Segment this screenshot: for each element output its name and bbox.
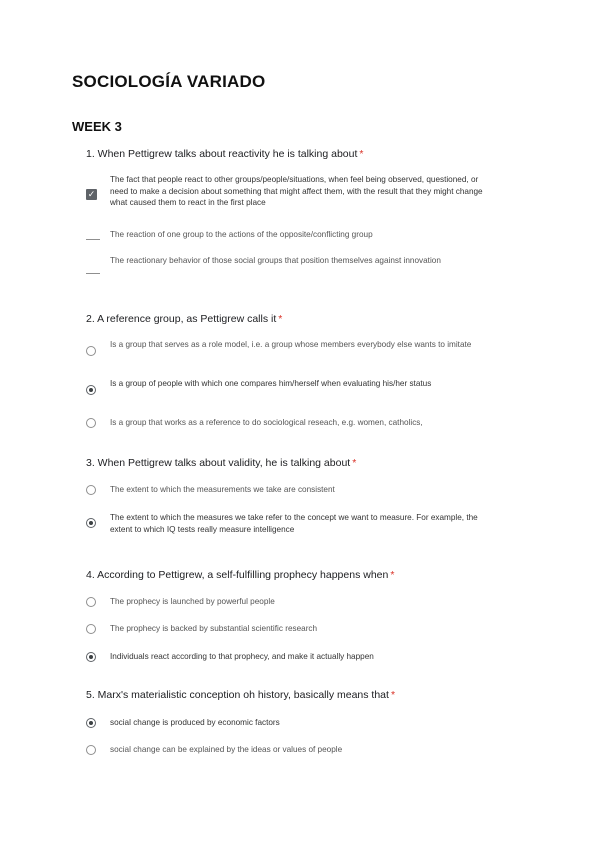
option-label: social change can be explained by the ideas or values of people	[110, 745, 343, 754]
required-asterisk: *	[278, 313, 283, 325]
option-label: Is a group that serves as a role model, i.e. a group whose members everybody else wants to imitate	[110, 340, 472, 349]
section-heading: WEEK 3	[72, 119, 122, 134]
checkbox-checked-icon[interactable]: ✓	[87, 189, 96, 199]
radio-button-icon[interactable]	[86, 624, 96, 634]
radio-button-selected-icon[interactable]	[86, 385, 96, 395]
question-3	[86, 456, 486, 534]
radio-button-selected-icon[interactable]	[86, 652, 96, 662]
required-asterisk: *	[359, 148, 364, 160]
question-1	[86, 147, 486, 265]
radio-button-icon[interactable]	[86, 485, 96, 495]
option-label: The prophecy is backed by substantial scientific research	[110, 624, 318, 633]
question-text: 1. When Pettigrew talks about reactivity he is talking about	[86, 148, 358, 160]
option-label: Is a group that works as a reference to do sociological reseach, e.g. women, catholics,	[110, 418, 423, 427]
option-label: social change is produced by economic factors	[110, 718, 280, 727]
checkbox-unchecked-icon[interactable]	[86, 239, 100, 240]
radio-button-icon[interactable]	[86, 597, 96, 607]
question-text: 2. A reference group, as Pettigrew calls it	[86, 313, 277, 325]
question-text: 5. Marx's materialistic conception oh history, basically means that	[86, 689, 389, 701]
question-2	[86, 312, 486, 427]
option-label: Individuals react according to that prophecy, and make it actually happen	[110, 652, 374, 661]
radio-button-selected-icon[interactable]	[86, 718, 96, 728]
option-label: The fact that people react to other groups/people/situations, when feel being observed, questioned, or need to make a decision about something that might affect them, with the result that they might change what caused them to react in the first place	[110, 175, 483, 207]
question-5	[86, 688, 486, 754]
option-label: The extent to which the measures we take refer to the concept we want to measure. For example, the extent to which IQ tests really measure intelligence	[110, 513, 478, 534]
question-text: 4. According to Pettigrew, a self-fulfilling prophecy happens when	[86, 569, 389, 581]
document-title: SOCIOLOGÍA VARIADO	[72, 72, 266, 91]
radio-button-selected-icon[interactable]	[86, 518, 96, 528]
question-text: 3. When Pettigrew talks about validity, he is talking about	[86, 457, 351, 469]
required-asterisk: *	[390, 689, 396, 701]
option-label: The extent to which the measurements we take are consistent	[110, 485, 335, 494]
required-asterisk: *	[352, 457, 357, 469]
option-label: The reactionary behavior of those social groups that position themselves against innovation	[110, 256, 441, 265]
option-label: The reaction of one group to the actions of the opposite/conflicting group	[110, 230, 373, 239]
radio-button-icon[interactable]	[86, 418, 96, 428]
question-4	[86, 568, 486, 661]
checkbox-unchecked-icon[interactable]	[86, 273, 100, 274]
radio-button-icon[interactable]	[86, 346, 96, 356]
required-asterisk: *	[390, 569, 395, 581]
option-label: Is a group of people with which one compares him/herself when evaluating his/her status	[110, 379, 432, 388]
option-label: The prophecy is launched by powerful people	[110, 597, 275, 606]
radio-button-icon[interactable]	[86, 745, 96, 755]
